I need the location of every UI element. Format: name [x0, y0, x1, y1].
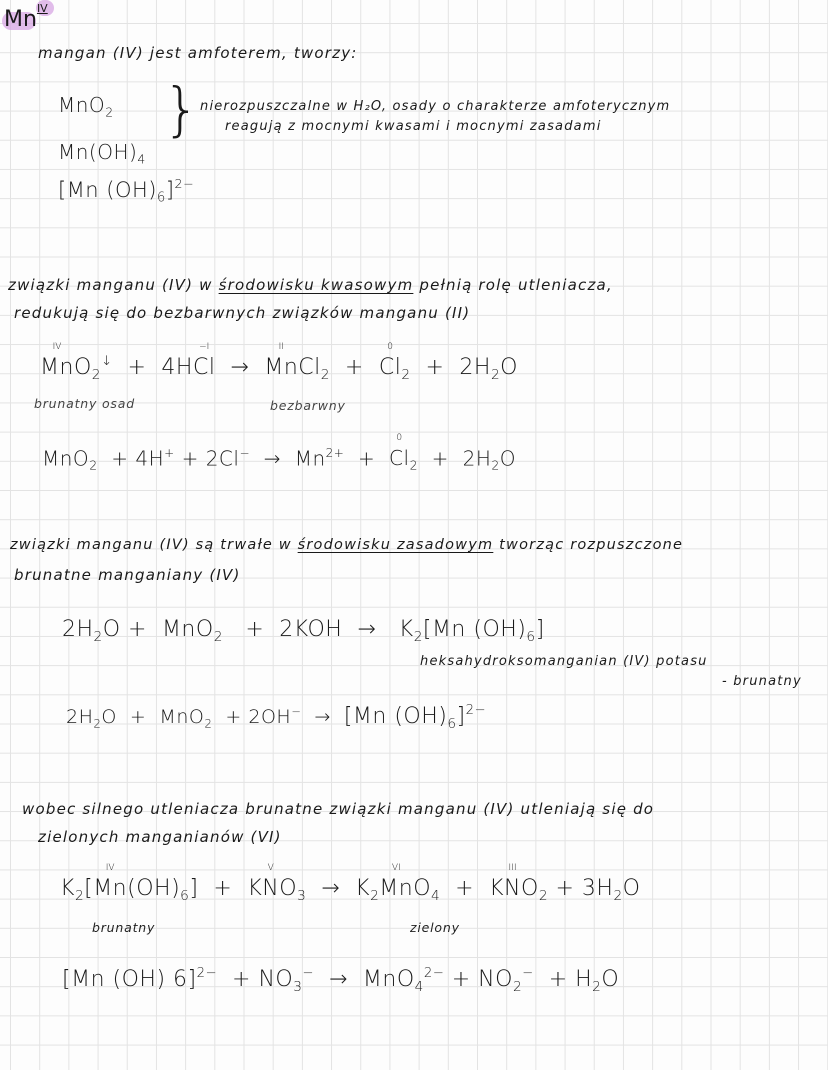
section3-line1 — [10, 537, 683, 553]
equation-basic-ionic: $2H_2O + MnO_2 + 2OH^- \to [Mn$ $(OH)_6]^{2-}$ — [66, 703, 487, 732]
compound-mnoh6-ion: [Mn $(OH)_6]^{2-}$ — [58, 176, 195, 206]
title-oxidation-state: IV — [36, 2, 48, 15]
label-brown: brunatny — [92, 920, 156, 935]
title-element: Mn — [4, 7, 37, 32]
section2-line1-text: związki manganu (IV) w — [8, 276, 219, 294]
section4-line1: wobec silnego utleniacza brunatne związki manganu (IV) utleniają się do — [22, 800, 655, 818]
compound-mno2: MnO$_2$ — [58, 93, 114, 120]
section1-note-line2: reagują z mocnymi kwasami i mocnymi zasadami — [225, 119, 602, 134]
product-color: - brunatny — [722, 674, 802, 689]
section2-line2: redukują się do bezbarwnych związków manganu (II) — [14, 304, 471, 322]
section2-line1 — [8, 276, 613, 294]
product-name: heksahydroksomanganian (IV) potasu — [420, 654, 708, 669]
compound-mnoh4: $Mn(OH)_4$ — [58, 140, 146, 167]
label-colorless: bezbarwny — [270, 398, 346, 413]
section1-note-line1: nierozpuszczalne w H₂O, osady o charakterze amfoterycznym — [200, 99, 671, 114]
label-green: zielony — [410, 920, 460, 935]
equation-oxidation-molecular: $K_2[Mn$ IV $(OH)_6$] + KN V $O_3 \to K_2Mn$ VI $O_4$ + KN III $O_2 + 3H_2O$ — [60, 863, 641, 904]
section3-line2: brunatne manganiany (IV) — [14, 566, 241, 584]
grouping-brace: } — [163, 75, 200, 143]
equation-oxidation-ionic: [Mn (OH) $6]^{2-} + NO_3^- \to MnO_4^{2-} + NO_2^- + H_2O$ — [62, 966, 620, 995]
section1-intro: mangan (IV) jest amfoterem, tworzy: — [38, 44, 358, 62]
section3-line1-end: tworząc rozpuszczone — [493, 537, 684, 553]
section3-line1-text: związki manganu (IV) są trwałe w — [10, 537, 298, 553]
acidic-medium-underlined: środowisku kwasowym — [218, 276, 414, 294]
equation-acidic-ionic: $MnO_2 + 4H^+ + 2Cl^- \to Mn^{2+} + Cl$ 0 $_2 + 2H_2O$ — [42, 433, 517, 473]
equation-acidic-molecular: Mn IV $O_2^↓ + 4HCl$ −I → Mn II $Cl_2 + Cl$ 0 $_2 + 2H_2O$ — [40, 342, 518, 383]
section2-line1-end: pełnią rolę utleniacza, — [413, 276, 613, 294]
page-title — [4, 2, 48, 32]
section4-line2: zielonych manganianów (VI) — [38, 828, 282, 846]
equation-basic-molecular: $2H_2O + MnO_2 + 2KOH \to K_2[Mn$ $(OH)_6$] — [62, 617, 545, 645]
basic-medium-underlined: środowisku zasadowym — [297, 537, 494, 553]
label-brown-precipitate: brunatny osad — [34, 396, 135, 411]
